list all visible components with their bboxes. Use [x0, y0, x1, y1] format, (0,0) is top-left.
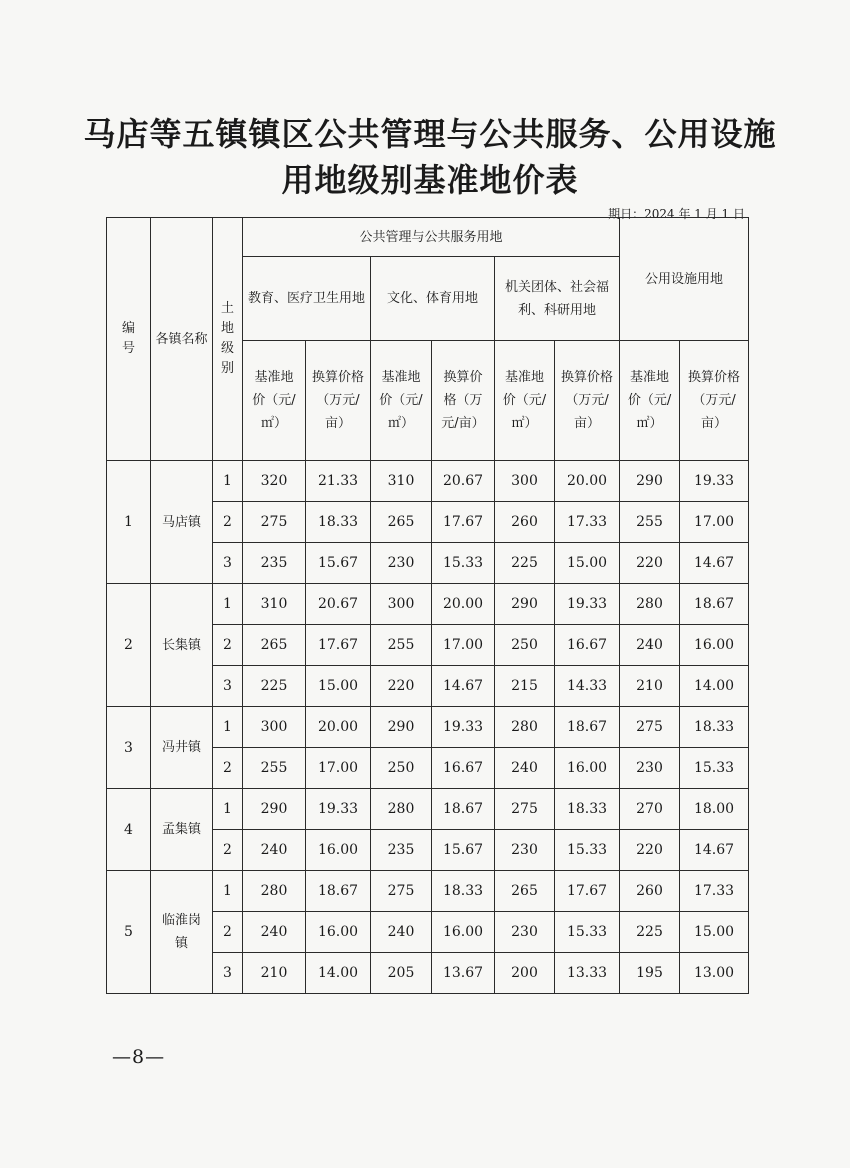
- conv-price-cell: 17.00: [432, 625, 495, 666]
- base-price-cell: 235: [243, 543, 306, 584]
- conv-price-cell: 16.00: [555, 748, 620, 789]
- base-price-cell: 290: [620, 461, 680, 502]
- base-price-cell: 255: [371, 625, 432, 666]
- conv-price-cell: 14.33: [555, 666, 620, 707]
- base-price-cell: 220: [371, 666, 432, 707]
- header-conv-price: 换算价格（万元/亩）: [306, 341, 371, 461]
- conv-price-cell: 13.67: [432, 953, 495, 994]
- base-price-cell: 280: [371, 789, 432, 830]
- base-price-cell: 220: [620, 830, 680, 871]
- conv-price-cell: 18.33: [306, 502, 371, 543]
- base-price-cell: 255: [620, 502, 680, 543]
- base-price-cell: 275: [243, 502, 306, 543]
- base-price-cell: 280: [620, 584, 680, 625]
- conv-price-cell: 13.00: [680, 953, 749, 994]
- document-title-line1: 马店等五镇镇区公共管理与公共服务、公用设施: [83, 115, 777, 153]
- conv-price-cell: 15.67: [432, 830, 495, 871]
- base-price-cell: 320: [243, 461, 306, 502]
- table-row: [107, 584, 749, 625]
- town-name: 孟集镇: [151, 789, 213, 871]
- base-price-cell: 300: [495, 461, 555, 502]
- base-price-cell: 225: [243, 666, 306, 707]
- conv-price-cell: 20.00: [555, 461, 620, 502]
- base-price-cell: 250: [495, 625, 555, 666]
- base-price-cell: 290: [243, 789, 306, 830]
- base-price-cell: 240: [243, 912, 306, 953]
- base-price-cell: 205: [371, 953, 432, 994]
- header-no-text: 编 号: [121, 321, 135, 356]
- base-price-cell: 280: [243, 871, 306, 912]
- conv-price-cell: 18.33: [432, 871, 495, 912]
- conv-price-cell: 15.33: [555, 830, 620, 871]
- conv-price-cell: 16.67: [555, 625, 620, 666]
- base-price-cell: 210: [243, 953, 306, 994]
- conv-price-cell: 16.00: [680, 625, 749, 666]
- header-conv-price: 换算价格（万元/亩）: [555, 341, 620, 461]
- base-price-cell: 225: [620, 912, 680, 953]
- header-base-price: 基准地价（元/㎡）: [243, 341, 306, 461]
- base-price-cell: 310: [243, 584, 306, 625]
- conv-price-cell: 18.67: [680, 584, 749, 625]
- conv-price-cell: 17.33: [555, 502, 620, 543]
- base-price-cell: 230: [620, 748, 680, 789]
- conv-price-cell: 14.67: [680, 830, 749, 871]
- conv-price-cell: 18.67: [555, 707, 620, 748]
- land-grade: 1: [213, 461, 243, 502]
- header-conv-price: 换算价格（万元/亩）: [432, 341, 495, 461]
- land-price-table: [106, 217, 749, 994]
- town-number: 1: [107, 461, 151, 584]
- header-grade-text: 土 地 级 别: [220, 301, 234, 376]
- base-price-cell: 265: [371, 502, 432, 543]
- conv-price-cell: 15.33: [555, 912, 620, 953]
- base-price-cell: 235: [371, 830, 432, 871]
- header-grade: [213, 218, 243, 461]
- conv-price-cell: 14.67: [680, 543, 749, 584]
- base-price-cell: 240: [371, 912, 432, 953]
- base-price-cell: 230: [495, 830, 555, 871]
- effective-date: 期日：2024 年 1 月 1 日: [608, 207, 745, 221]
- base-price-cell: 260: [620, 871, 680, 912]
- base-price-cell: 210: [620, 666, 680, 707]
- base-price-cell: 270: [620, 789, 680, 830]
- conv-price-cell: 19.33: [555, 584, 620, 625]
- base-price-cell: 215: [495, 666, 555, 707]
- conv-price-cell: 19.33: [680, 461, 749, 502]
- header-edu: 教育、医疗卫生用地: [243, 257, 371, 341]
- conv-price-cell: 20.00: [432, 584, 495, 625]
- base-price-cell: 255: [243, 748, 306, 789]
- table-row: [107, 707, 749, 748]
- conv-price-cell: 18.33: [555, 789, 620, 830]
- header-conv-price: 换算价格（万元/亩）: [680, 341, 749, 461]
- conv-price-cell: 15.33: [432, 543, 495, 584]
- header-utility: 公用设施用地: [620, 218, 749, 341]
- conv-price-cell: 16.00: [306, 830, 371, 871]
- conv-price-cell: 20.00: [306, 707, 371, 748]
- base-price-cell: 280: [495, 707, 555, 748]
- conv-price-cell: 15.00: [555, 543, 620, 584]
- table-row: [107, 461, 749, 502]
- conv-price-cell: 18.33: [680, 707, 749, 748]
- conv-price-cell: 15.00: [680, 912, 749, 953]
- header-town-text: 各镇名称: [155, 331, 208, 347]
- conv-price-cell: 19.33: [306, 789, 371, 830]
- conv-price-cell: 14.00: [306, 953, 371, 994]
- base-price-cell: 290: [371, 707, 432, 748]
- conv-price-cell: 14.00: [680, 666, 749, 707]
- town-number: 5: [107, 871, 151, 994]
- conv-price-cell: 20.67: [432, 461, 495, 502]
- town-name: 马店镇: [151, 461, 213, 584]
- conv-price-cell: 17.33: [680, 871, 749, 912]
- town-name: 冯井镇: [151, 707, 213, 789]
- land-grade: 1: [213, 707, 243, 748]
- town-number: 2: [107, 584, 151, 707]
- conv-price-cell: 17.67: [555, 871, 620, 912]
- conv-price-cell: 17.67: [306, 625, 371, 666]
- land-grade: 3: [213, 543, 243, 584]
- base-price-cell: 195: [620, 953, 680, 994]
- header-base-price: 基准地价（元/㎡）: [620, 341, 680, 461]
- header-public-group: 公共管理与公共服务用地: [243, 218, 620, 257]
- base-price-cell: 200: [495, 953, 555, 994]
- base-price-cell: 220: [620, 543, 680, 584]
- base-price-cell: 225: [495, 543, 555, 584]
- conv-price-cell: 15.00: [306, 666, 371, 707]
- conv-price-cell: 17.00: [306, 748, 371, 789]
- conv-price-cell: 14.67: [432, 666, 495, 707]
- base-price-cell: 310: [371, 461, 432, 502]
- town-number: 4: [107, 789, 151, 871]
- town-name: 长集镇: [151, 584, 213, 707]
- base-price-cell: 240: [620, 625, 680, 666]
- base-price-cell: 260: [495, 502, 555, 543]
- header-org: 机关团体、社会福利、科研用地: [495, 257, 620, 341]
- table-row: [107, 871, 749, 912]
- base-price-cell: 240: [495, 748, 555, 789]
- town-name: 临淮岗镇: [151, 871, 213, 994]
- conv-price-cell: 16.67: [432, 748, 495, 789]
- conv-price-cell: 21.33: [306, 461, 371, 502]
- conv-price-cell: 18.67: [432, 789, 495, 830]
- land-grade: 2: [213, 502, 243, 543]
- base-price-cell: 265: [495, 871, 555, 912]
- land-grade: 1: [213, 871, 243, 912]
- page-number: —8—: [112, 1046, 166, 1068]
- land-grade: 2: [213, 912, 243, 953]
- base-price-cell: 275: [371, 871, 432, 912]
- land-grade: 2: [213, 748, 243, 789]
- conv-price-cell: 17.67: [432, 502, 495, 543]
- conv-price-cell: 20.67: [306, 584, 371, 625]
- land-grade: 3: [213, 953, 243, 994]
- town-number: 3: [107, 707, 151, 789]
- base-price-cell: 275: [620, 707, 680, 748]
- land-grade: 1: [213, 789, 243, 830]
- header-base-price: 基准地价（元/㎡）: [495, 341, 555, 461]
- land-grade: 2: [213, 625, 243, 666]
- conv-price-cell: 15.67: [306, 543, 371, 584]
- base-price-cell: 230: [495, 912, 555, 953]
- header-culture: 文化、体育用地: [371, 257, 495, 341]
- base-price-cell: 240: [243, 830, 306, 871]
- base-price-cell: 275: [495, 789, 555, 830]
- table-row: [107, 789, 749, 830]
- conv-price-cell: 18.00: [680, 789, 749, 830]
- header-base-price: 基准地价（元/㎡）: [371, 341, 432, 461]
- base-price-cell: 300: [243, 707, 306, 748]
- document-title-line2: 用地级别基准地价表: [281, 161, 579, 199]
- base-price-cell: 250: [371, 748, 432, 789]
- conv-price-cell: 18.67: [306, 871, 371, 912]
- conv-price-cell: 16.00: [432, 912, 495, 953]
- conv-price-cell: 13.33: [555, 953, 620, 994]
- header-no: [107, 218, 151, 461]
- land-grade: 2: [213, 830, 243, 871]
- conv-price-cell: 16.00: [306, 912, 371, 953]
- conv-price-cell: 19.33: [432, 707, 495, 748]
- base-price-cell: 300: [371, 584, 432, 625]
- conv-price-cell: 17.00: [680, 502, 749, 543]
- base-price-cell: 290: [495, 584, 555, 625]
- land-grade: 3: [213, 666, 243, 707]
- land-grade: 1: [213, 584, 243, 625]
- base-price-cell: 265: [243, 625, 306, 666]
- header-town: [151, 218, 213, 461]
- conv-price-cell: 15.33: [680, 748, 749, 789]
- base-price-cell: 230: [371, 543, 432, 584]
